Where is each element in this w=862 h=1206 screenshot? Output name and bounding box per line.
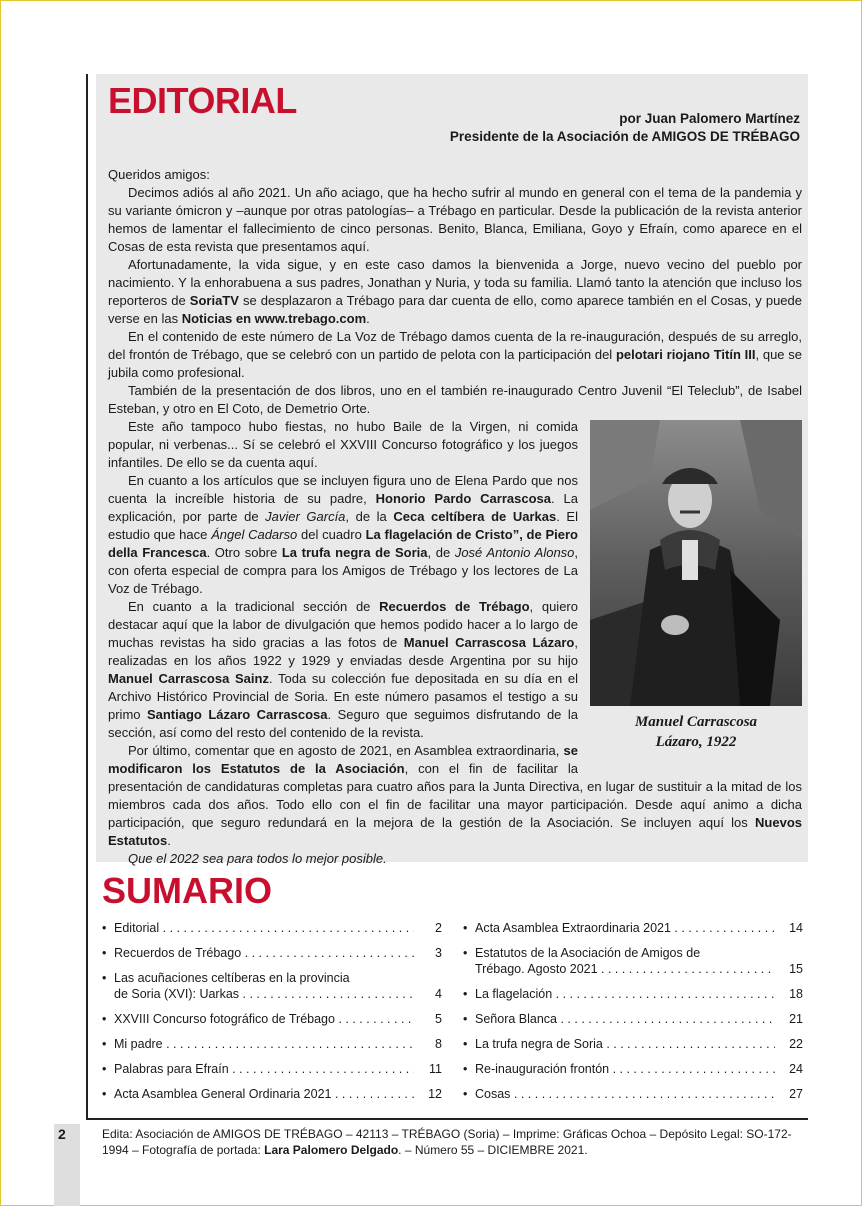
text-italic: Ángel Cadarso xyxy=(211,527,298,542)
toc-item[interactable] xyxy=(102,1086,442,1102)
editorial-box xyxy=(96,74,808,866)
toc-label-line-1: • Estatutos de la Asociación de Amigos de xyxy=(475,946,701,960)
toc-label: Mi padre . . . xyxy=(114,1037,414,1051)
text-bold: Honorio Pardo Carrascosa xyxy=(375,491,551,506)
text: , de xyxy=(427,545,455,560)
toc-label: Señora Blanca . . . xyxy=(475,1012,775,1026)
text-italic: José Antonio Alonso xyxy=(454,545,575,560)
toc-item[interactable] xyxy=(463,986,803,1002)
toc-label: Cosas . . . xyxy=(475,1087,775,1101)
text: En el contenido de este número de La Voz de Trébago damos cuenta de la re-inauguración, después de su arreglo, del frontón de Trébago, que se celebró con un partido de pelota con la participación del xyxy=(108,329,802,362)
text-bold: SoriaTV xyxy=(189,293,239,308)
toc-label: La trufa negra de Soria . . . xyxy=(475,1037,775,1051)
toc-item[interactable] xyxy=(102,1011,442,1027)
toc-label: Acta Asamblea Extraordinaria 2021 . . . xyxy=(475,921,775,935)
text-bold: Noticias en www.trebago.com xyxy=(181,311,367,326)
text-bold: se modificaron los Estatutos de la Asociación xyxy=(108,743,578,776)
toc-page: 22 xyxy=(789,1037,803,1051)
toc-item[interactable] xyxy=(102,945,442,961)
text: En cuanto a los artículos que se incluyen figura uno de Elena Pardo que nos cuenta la increíble historia de su padre, xyxy=(108,473,578,506)
toc-page: 27 xyxy=(789,1087,803,1101)
caption-line-1: Manuel Carrascosa xyxy=(634,714,758,730)
toc-item[interactable] xyxy=(102,1036,442,1052)
text-bold: Manuel Carrascosa Lázaro xyxy=(403,635,575,650)
byline-author: por Juan Palomero Martínez xyxy=(619,111,800,126)
paragraph-2 xyxy=(108,256,802,328)
sumario-title: SUMARIO xyxy=(102,870,272,911)
text: , con el fin de facilitar la presentación de candidaturas completas para cuatro años para la Junta Directiva, en lugar de sustituir a la mitad de los miembros cada dos años. Todo ello con el fin de facilitar una mayor participación. Desde aquí animo a dicha participación, que seguro redundará en la mejora de la gestión de la Asociación. Se incluyen aquí los xyxy=(108,761,802,830)
toc-label: Re-inauguración frontón . . . xyxy=(475,1062,775,1076)
paragraph-3 xyxy=(108,328,802,382)
toc-page: 24 xyxy=(789,1062,803,1076)
closing-line: Que el 2022 sea para todos lo mejor posible. xyxy=(128,851,387,866)
left-rule xyxy=(86,74,88,1118)
toc-label: XXVIII Concurso fotográfico de Trébago . . . xyxy=(114,1012,414,1026)
toc-label-line-1: • Las acuñaciones celtíberas en la provincia xyxy=(114,971,350,985)
portrait-illustration xyxy=(590,420,802,706)
toc-label: Acta Asamblea General Ordinaria 2021 . . . xyxy=(114,1087,414,1101)
photo-caption xyxy=(590,712,802,752)
text: . El estudio que hace xyxy=(108,509,578,542)
colophon-text: . – Número 55 – DICIEMBRE 2021. xyxy=(398,1143,588,1157)
toc-item[interactable] xyxy=(463,945,803,977)
editorial-body xyxy=(108,166,802,868)
page-number: 2 xyxy=(58,1126,66,1142)
caption-line-2: Lázaro, 1922 xyxy=(655,734,737,750)
toc-item[interactable] xyxy=(102,920,442,936)
toc-page: 8 xyxy=(435,1037,442,1051)
greeting: Queridos amigos: xyxy=(108,167,210,182)
text: . xyxy=(167,833,171,848)
toc-item[interactable] xyxy=(463,1011,803,1027)
toc-item[interactable] xyxy=(463,1086,803,1102)
colophon-text: Edita: Asociación de AMIGOS DE TRÉBAGO – 42113 – TRÉBAGO (Soria) – Imprime: Gráficas Ochoa – Depósito Legal: SO-172-1994 – Fotografía de portada: xyxy=(102,1127,792,1157)
paragraph-8 xyxy=(108,742,802,850)
text-bold: La trufa negra de Soria xyxy=(281,545,428,560)
toc-item[interactable] xyxy=(102,1061,442,1077)
colophon xyxy=(102,1126,808,1158)
text: , que se jubila como profesional. xyxy=(108,347,802,380)
text: . Otro sobre xyxy=(206,545,282,560)
toc-item[interactable] xyxy=(463,1061,803,1077)
text: , de la xyxy=(345,509,394,524)
text: del cuadro xyxy=(297,527,366,542)
paragraph-5: Este año tampoco hubo fiestas, no hubo Baile de la Virgen, ni comida popular, ni verbenas... Sí se celebró el XXVIII Concurso fotográfico y los juegos infantiles. De ello se da cuenta aquí. xyxy=(108,419,578,470)
byline-role: Presidente de la Asociación de AMIGOS DE TRÉBAGO xyxy=(449,129,800,144)
text: . La explicación, por parte de xyxy=(108,491,578,524)
toc-item[interactable] xyxy=(102,970,442,1002)
toc-label: La flagelación . . . xyxy=(475,987,775,1001)
text: En cuanto a la tradicional sección de xyxy=(128,599,380,614)
toc-label: Palabras para Efraín . . . xyxy=(114,1062,414,1076)
toc-page: 15 xyxy=(789,962,803,976)
text: , realizadas en los años 1922 y 1929 y enviadas desde Argentina por su hijo xyxy=(108,635,578,668)
text-bold: Nuevos Estatutos xyxy=(108,815,802,848)
toc-page: 3 xyxy=(435,946,442,960)
editorial-title: EDITORIAL xyxy=(108,80,297,121)
toc-label-line-2: Trébago. Agosto 2021 . . . xyxy=(475,962,775,976)
toc-label: Editorial . . . xyxy=(114,921,414,935)
text: . xyxy=(366,311,370,326)
text-bold: Manuel Carrascosa Sainz xyxy=(108,671,269,686)
text-bold: Ceca celtíbera de Uarkas xyxy=(393,509,557,524)
text: se desplazaron a Trébago para dar cuenta de ello, como aparece también en el Cosas, y puede verse en las xyxy=(108,293,802,326)
text: , con oferta especial de compra para los Amigos de Trébago y los lectores de La Voz de Trébago. xyxy=(108,545,579,596)
toc-page: 11 xyxy=(429,1062,442,1076)
byline xyxy=(450,110,800,146)
text-bold: Santiago Lázaro Carrascosa xyxy=(146,707,328,722)
text: Por último, comentar que en agosto de 2021, en Asamblea extraordinaria, xyxy=(128,743,564,758)
toc-item[interactable] xyxy=(463,1036,803,1052)
toc-page: 18 xyxy=(789,987,803,1001)
toc-page: 21 xyxy=(789,1012,803,1026)
toc-page: 5 xyxy=(435,1012,442,1026)
toc-label-line-2: de Soria (XVI): Uarkas . . . xyxy=(114,987,414,1001)
portrait-photo xyxy=(590,420,802,706)
footer-rule xyxy=(86,1118,808,1120)
text: , quiero destacar aquí que la labor de divulgación que hemos podido hacer a lo largo de muchas revistas ha sido gracias a las fotos de xyxy=(108,599,578,650)
toc-label: Recuerdos de Trébago . . . xyxy=(114,946,414,960)
toc-page: 12 xyxy=(428,1087,442,1101)
text-bold: pelotari riojano Titín III xyxy=(615,347,756,362)
cover-photographer: Lara Palomero Delgado xyxy=(264,1143,399,1157)
toc-page: 14 xyxy=(789,921,803,935)
paragraph-1: Decimos adiós al año 2021. Un año aciago, que ha hecho sufrir al mundo en general con el tema de la pandemia y su variante ómicron y –aunque por otras patologías– a Trébago en particular. Desde la publicación de la revista anterior hemos de lamentar el fallecimiento de cinco personas. Benito, Blanca, Emiliana, Goyo y Efraín, como aparece en el Cosas de esta revista que presentamos aquí. xyxy=(108,185,802,254)
text-italic: Javier García xyxy=(265,509,346,524)
text: Afortunadamente, la vida sigue, y en este caso damos la bienvenida a Jorge, nuevo vecino del pueblo por nacimiento. Y la enhorabuena a sus padres, Jonathan y Nuria, y toda su familia. Llamó tanto la atención que incluso los reporteros de xyxy=(108,257,802,308)
text-bold: La flagelación de Cristo”, de Piero della Francesca xyxy=(108,527,579,560)
text: . Seguro que seguimos disfrutando de la sección, así como del resto del contenido de la revista. xyxy=(108,707,578,740)
toc-item[interactable] xyxy=(463,920,803,936)
text-bold: Recuerdos de Trébago xyxy=(379,599,530,614)
toc-page: 2 xyxy=(435,921,442,935)
toc-page: 4 xyxy=(435,987,442,1001)
toc-left-column xyxy=(102,920,442,1111)
photo-figure xyxy=(590,420,802,758)
toc-right-column xyxy=(463,920,803,1111)
text: . Toda su colección fue depositada en su día en el Archivo Histórico Provincial de Soria. En este número pasamos el testigo a su primo xyxy=(108,671,578,722)
paragraph-4: También de la presentación de dos libros, uno en el también re-inaugurado Centro Juvenil “El Teleclub”, de Isabel Esteban, y otro en El Coto, de Demetrio Orte. xyxy=(108,383,802,416)
